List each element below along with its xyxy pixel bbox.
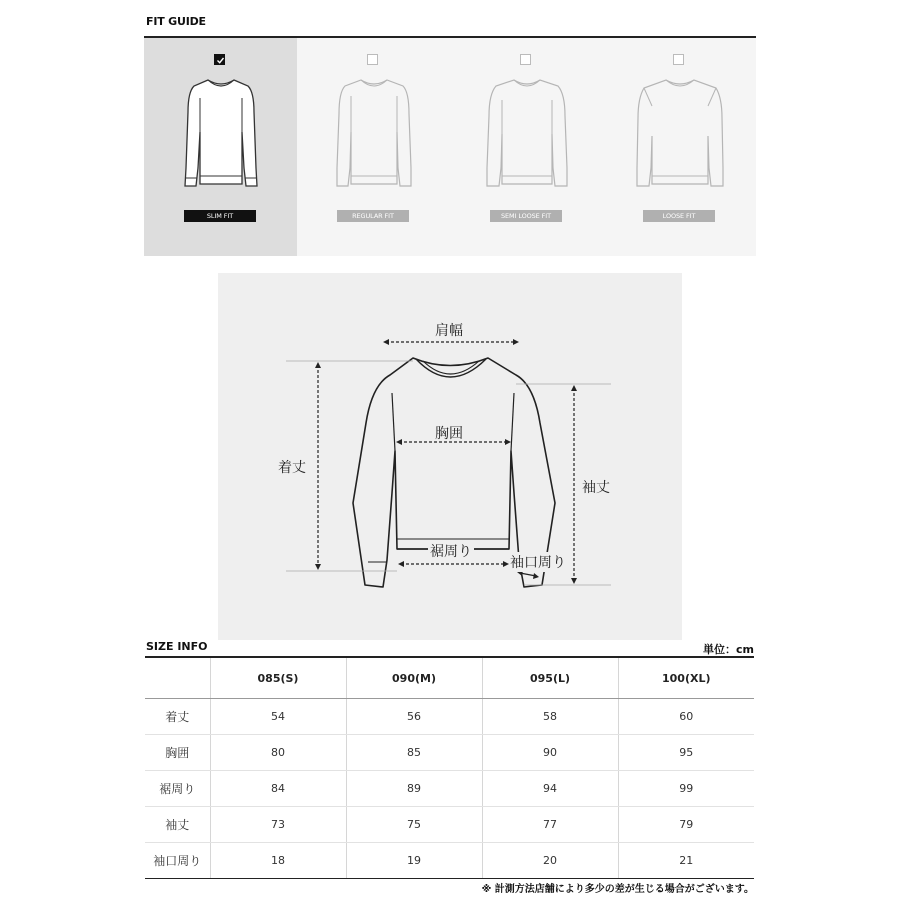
table-row [145,807,754,843]
table-cell: 75 [346,807,482,843]
size-info-title: SIZE INFO [146,640,208,653]
table-cell: 77 [482,807,618,843]
row-label: 袖丈 [145,807,210,843]
table-header-corner [145,657,210,699]
table-cell: 18 [210,843,346,879]
checkbox-unchecked-icon[interactable] [367,54,378,65]
table-cell: 58 [482,699,618,735]
unit-label: 単位：cm [703,643,754,656]
size-table [145,656,754,879]
fit-option-semi-loose[interactable] [450,38,603,256]
table-cell: 54 [210,699,346,735]
table-cell: 90 [482,735,618,771]
label-sleeve: 袖丈 [582,480,610,496]
checkbox-unchecked-icon[interactable] [520,54,531,65]
table-row [145,771,754,807]
row-label: 胸囲 [145,735,210,771]
label-cuff: 袖口周り [510,552,566,572]
table-header-size: 100(XL) [618,657,754,699]
table-cell: 99 [618,771,754,807]
fit-option-regular[interactable] [297,38,450,256]
table-cell: 95 [618,735,754,771]
table-cell: 56 [346,699,482,735]
table-cell: 94 [482,771,618,807]
row-label: 袖口周り [145,843,210,879]
sweater-slim-icon [178,72,264,190]
sweater-regular-icon [331,72,417,190]
label-shoulder: 肩幅 [435,323,463,339]
label-chest: 胸囲 [435,426,463,442]
label-length: 着丈 [278,460,306,476]
table-cell: 80 [210,735,346,771]
table-header-size: 090(M) [346,657,482,699]
table-cell: 60 [618,699,754,735]
table-header-row [145,657,754,699]
sweater-loose-icon [632,72,728,190]
table-cell: 73 [210,807,346,843]
fit-label-semi-loose: SEMI LOOSE FIT [490,210,562,222]
row-label: 着丈 [145,699,210,735]
table-cell: 79 [618,807,754,843]
table-row [145,735,754,771]
row-label: 裾周り [145,771,210,807]
table-header-size: 085(S) [210,657,346,699]
fit-guide-panel [144,38,756,256]
table-cell: 20 [482,843,618,879]
fit-option-loose[interactable] [603,38,756,256]
sweater-semi-loose-icon [482,72,572,190]
table-header-size: 095(L) [482,657,618,699]
fit-label-slim: SLIM FIT [184,210,256,222]
fit-label-loose: LOOSE FIT [643,210,715,222]
checkbox-unchecked-icon[interactable] [673,54,684,65]
table-cell: 89 [346,771,482,807]
table-cell: 19 [346,843,482,879]
table-cell: 21 [618,843,754,879]
fit-guide-title: FIT GUIDE [146,15,206,28]
table-row [145,699,754,735]
label-hem: 裾周り [428,541,474,561]
measurement-note: ※ 計測方法店舗により多少の差が生じる場合がございます。 [481,884,754,895]
table-row [145,843,754,879]
fit-option-slim[interactable] [144,38,297,256]
table-cell: 85 [346,735,482,771]
fit-label-regular: REGULAR FIT [337,210,409,222]
measurement-diagram [218,273,682,640]
table-cell: 84 [210,771,346,807]
checkbox-checked-icon[interactable] [214,54,225,65]
